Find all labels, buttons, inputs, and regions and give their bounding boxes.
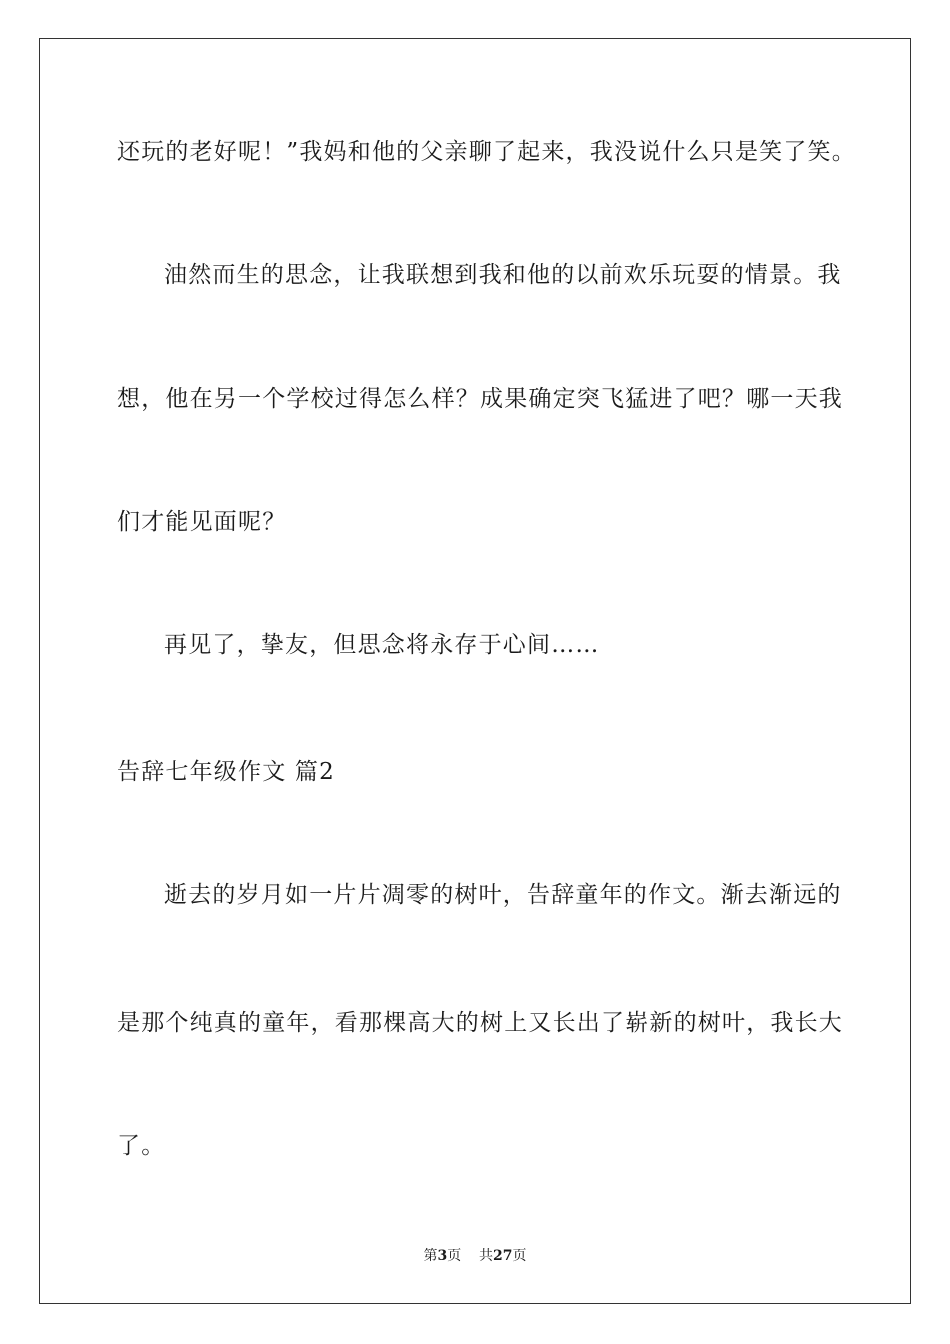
page-footer — [0, 1247, 950, 1265]
paragraph-line-3: 想，他在另一个学校过得怎么样？成果确定突飞猛进了吧？哪一天我 — [117, 386, 843, 412]
footer-total-prefix: 共 — [479, 1248, 494, 1264]
paragraph-line-7: 是那个纯真的童年，看那棵高大的树上又长出了崭新的树叶，我长大 — [117, 1010, 843, 1036]
paragraph-line-2: 油然而生的思念，让我联想到我和他的以前欢乐玩耍的情景。我 — [164, 262, 842, 288]
paragraph-line-5: 再见了，挚友，但思念将永存于心间…… — [164, 632, 600, 658]
footer-page-number: 3 — [437, 1248, 448, 1264]
paragraph-line-6: 逝去的岁月如一片片凋零的树叶，告辞童年的作文。渐去渐远的 — [164, 882, 842, 908]
paragraph-line-1: 还玩的老好呢！”我妈和他的父亲聊了起来，我没说什么只是笑了笑。 — [117, 139, 856, 165]
paragraph-line-4: 们才能见面呢？ — [117, 509, 287, 535]
footer-page-prefix: 第 — [423, 1248, 438, 1264]
footer-page-suffix: 页 — [447, 1248, 462, 1264]
section-heading: 告辞七年级作文 篇2 — [117, 759, 335, 785]
page-border — [39, 38, 911, 1304]
footer-total-suffix: 页 — [512, 1248, 527, 1264]
footer-total-pages: 27 — [493, 1248, 513, 1264]
paragraph-line-8: 了。 — [117, 1133, 166, 1159]
